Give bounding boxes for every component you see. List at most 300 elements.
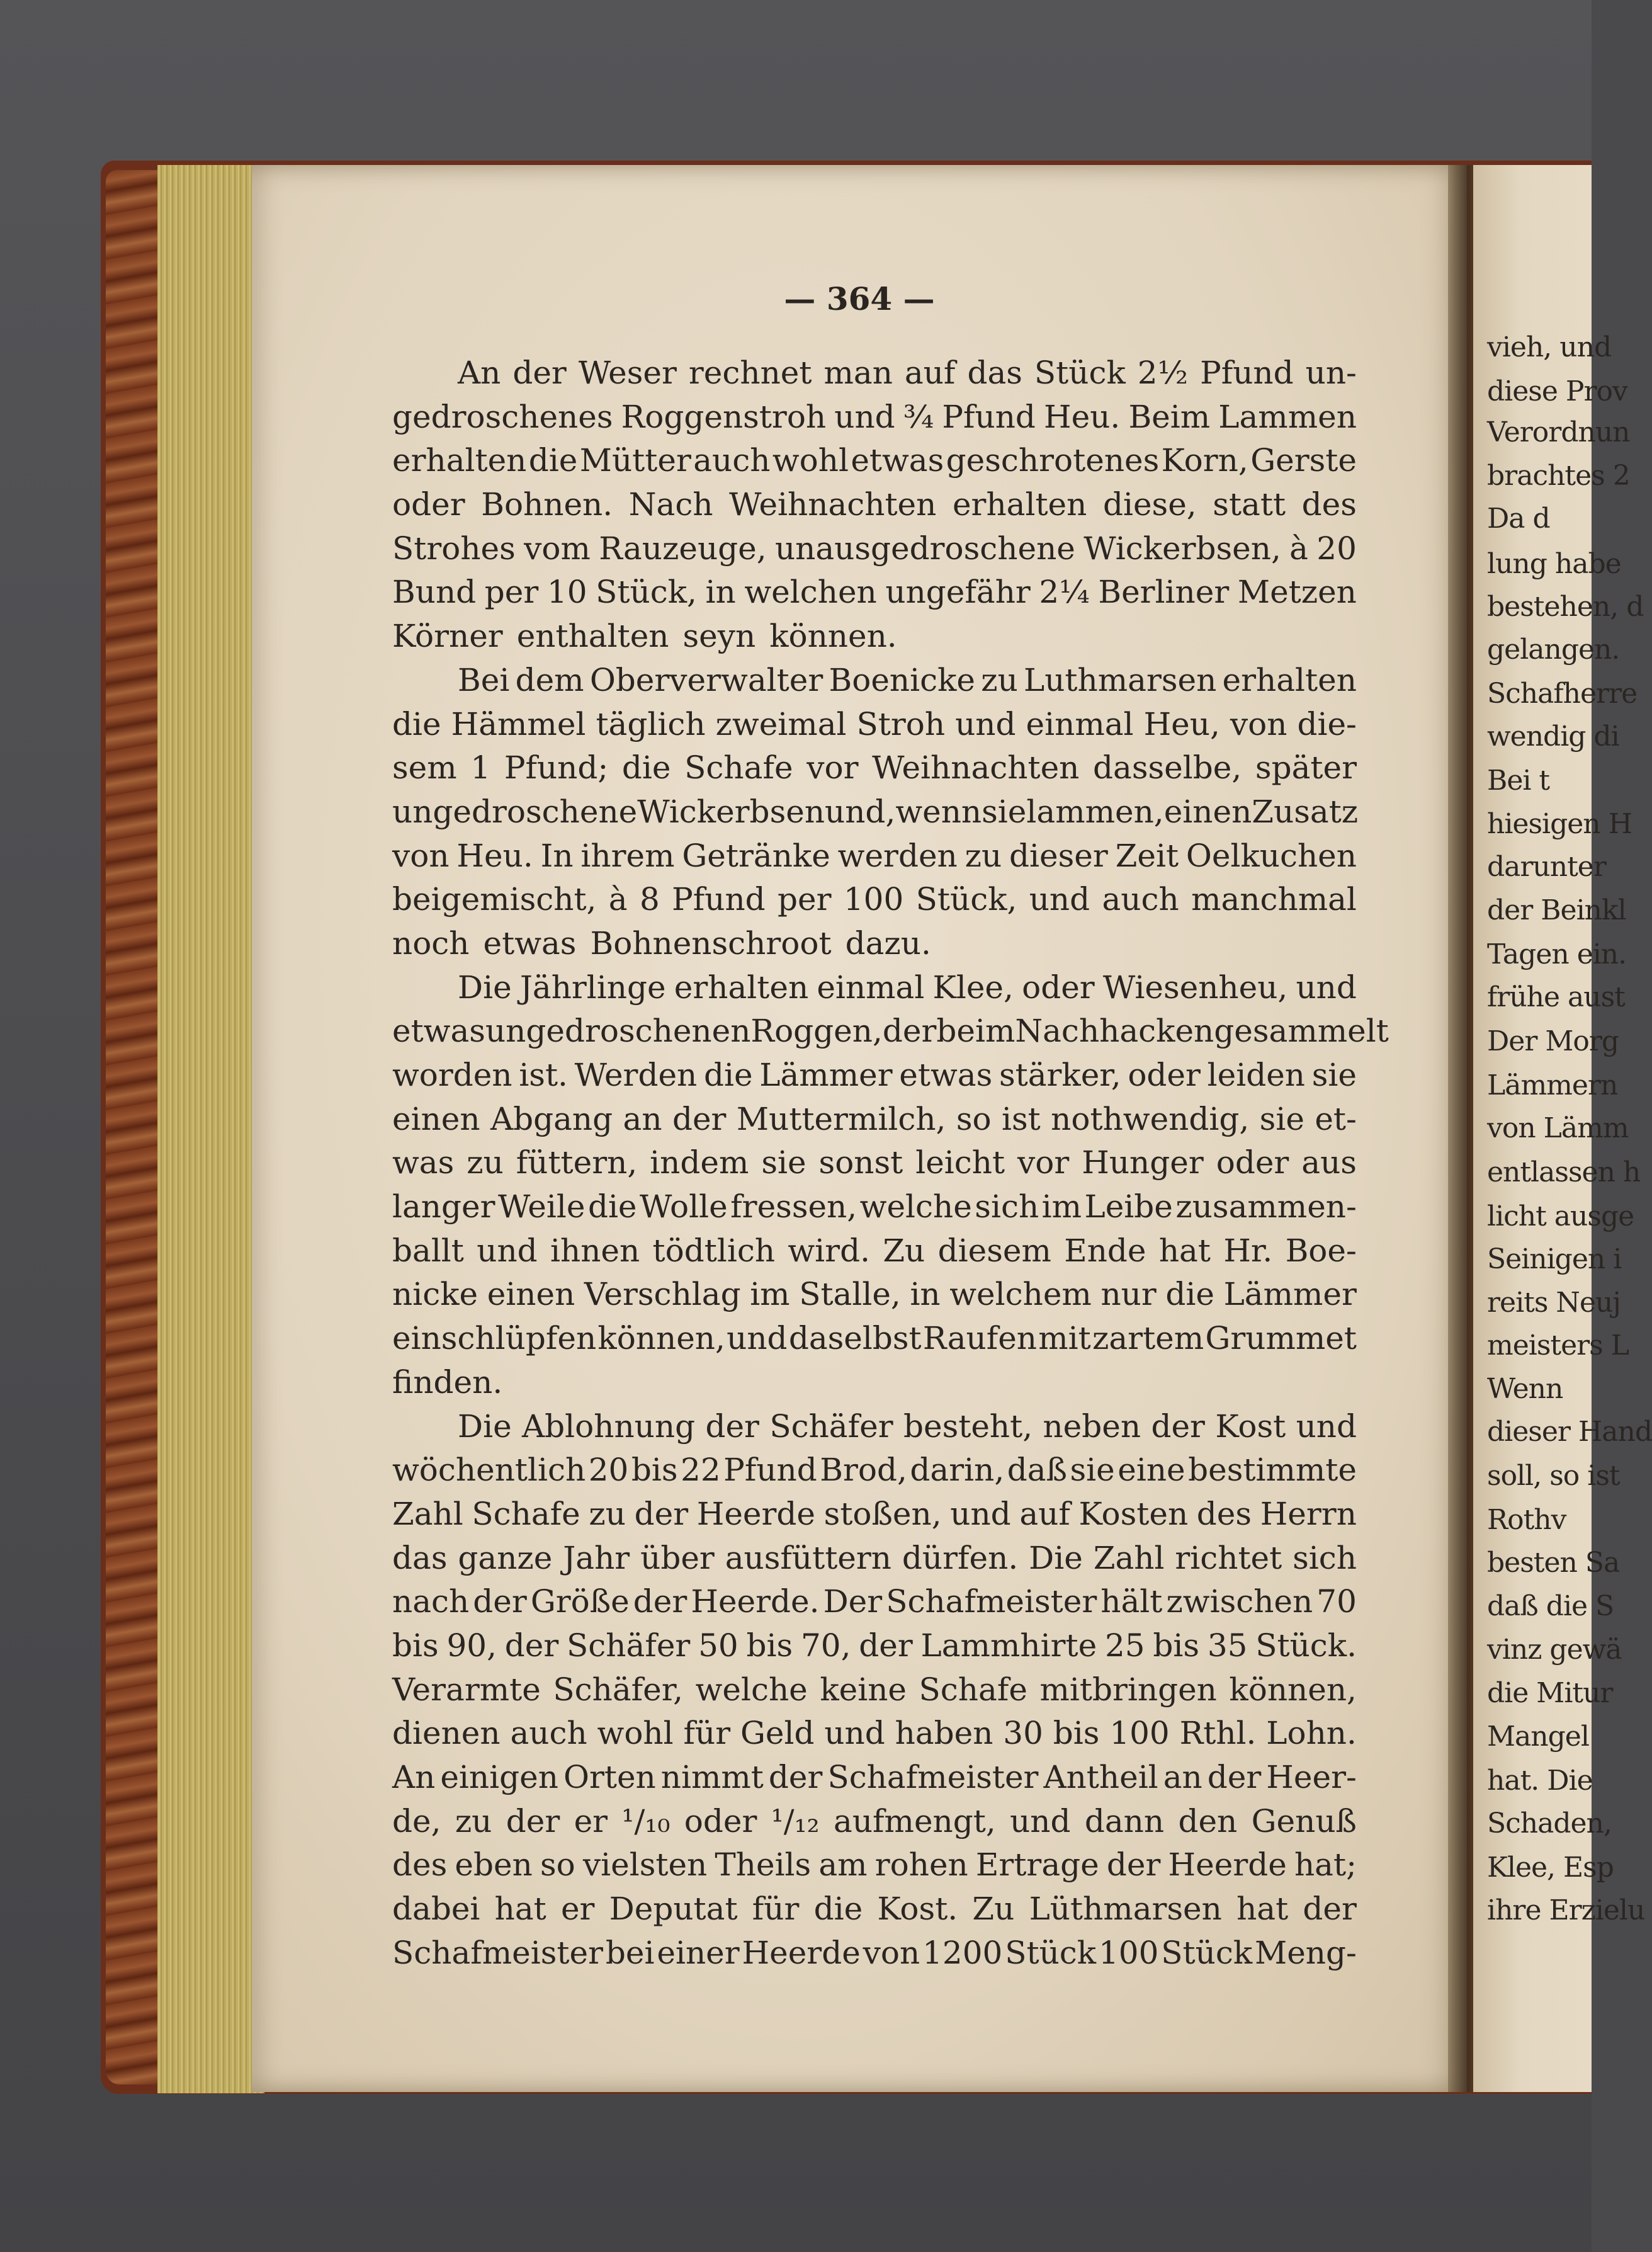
word: worden	[392, 1057, 512, 1093]
word: stoßen,	[823, 1495, 942, 1532]
word: etwas	[851, 442, 944, 479]
word: der	[1303, 1891, 1357, 1928]
word: des	[1301, 486, 1357, 523]
word: Lämmer	[759, 1057, 893, 1093]
word: Schäfer	[567, 1627, 691, 1664]
word: 50	[698, 1627, 738, 1664]
word: vielsten	[582, 1846, 708, 1884]
word: Nach	[628, 486, 713, 523]
word: nicke	[392, 1276, 478, 1313]
word: mit	[1038, 1320, 1091, 1357]
word: 22	[681, 1452, 721, 1489]
word: richtet	[1175, 1539, 1282, 1576]
word: Rauzeuge,	[599, 530, 767, 567]
word: An	[458, 355, 501, 391]
word: und	[1296, 1408, 1357, 1445]
word: zusammen-	[1175, 1188, 1357, 1226]
word: leicht	[915, 1144, 1005, 1181]
body-text	[392, 351, 1389, 1975]
word: indem	[650, 1144, 749, 1181]
word: können,	[597, 1320, 725, 1357]
right-page-line: Schaden,	[1487, 1807, 1612, 1840]
word: bei	[605, 1934, 655, 1971]
word: sem	[392, 749, 457, 787]
word: Zahl	[1093, 1539, 1165, 1576]
word: auch	[510, 1715, 587, 1752]
word: in	[705, 574, 736, 611]
word: etwas	[899, 1057, 993, 1093]
right-page-line: lung habe	[1487, 548, 1621, 580]
word: dabei	[392, 1891, 480, 1928]
word: einen	[392, 1100, 480, 1137]
word: auch	[693, 442, 771, 479]
word: geschrotenes	[946, 442, 1160, 479]
text-line	[392, 1273, 1357, 1317]
word: neben	[1043, 1408, 1141, 1445]
word: Werden	[574, 1057, 698, 1093]
word: 10	[546, 574, 587, 611]
text-line	[392, 1185, 1357, 1229]
right-page-line: hiesigen H	[1487, 808, 1632, 840]
word: zweimal	[715, 705, 847, 742]
right-page-line: darunter	[1487, 851, 1606, 883]
word: im	[750, 1276, 790, 1313]
marbled-cover-edge	[106, 170, 166, 2084]
word: dem	[515, 661, 584, 698]
word: die	[621, 749, 671, 787]
word: am	[818, 1846, 868, 1884]
word: sonst	[818, 1144, 903, 1181]
word: sie	[1259, 1100, 1304, 1137]
word: statt	[1213, 486, 1286, 523]
word: einmal	[1026, 705, 1134, 742]
word: an	[1163, 1759, 1202, 1795]
word: darin,	[910, 1452, 1005, 1489]
right-page-line: Klee, Esp	[1487, 1851, 1614, 1884]
word: Schafe	[472, 1495, 580, 1532]
right-page-line: diese Prov	[1487, 375, 1627, 407]
word: Verarmte	[392, 1671, 541, 1708]
word: bis	[1153, 1627, 1200, 1664]
word: In	[540, 837, 574, 874]
word: Lämmer	[1223, 1276, 1357, 1313]
word: diesem	[937, 1232, 1051, 1269]
word: leiden	[1207, 1057, 1305, 1093]
right-page-line: die Mitur	[1487, 1677, 1613, 1709]
word: der	[859, 1627, 913, 1664]
word: Meng-	[1255, 1934, 1357, 1971]
word: hält	[1100, 1583, 1163, 1620]
word: aufmengt,	[834, 1802, 996, 1840]
word: werden	[837, 837, 958, 874]
word: Luthmarsen	[1024, 661, 1217, 698]
right-page-line: dieser Hand	[1487, 1416, 1652, 1448]
word: sich	[1293, 1539, 1357, 1576]
word: 25	[1104, 1627, 1145, 1664]
word: enthalten	[516, 618, 669, 655]
word: oder	[1216, 1144, 1289, 1181]
right-page-line: Verordnun	[1487, 416, 1630, 448]
word: Antheil	[1043, 1759, 1158, 1795]
word: des	[392, 1846, 448, 1884]
word: füttern,	[516, 1144, 638, 1181]
word: auch	[1102, 881, 1179, 918]
word: Deputat	[609, 1891, 738, 1928]
word: was	[392, 1144, 455, 1181]
right-page-line: Tagen ein.	[1487, 938, 1627, 970]
word: zartem	[1092, 1320, 1204, 1357]
text-line	[392, 1361, 1357, 1405]
word: Zu	[972, 1891, 1015, 1928]
word: Bund	[392, 574, 477, 611]
word: oder	[1128, 1057, 1201, 1093]
word: Verschlag	[584, 1276, 741, 1313]
word: und	[477, 1232, 538, 1269]
word: und	[950, 1495, 1011, 1532]
word: daß	[1007, 1452, 1067, 1489]
word: dasselbe,	[1093, 749, 1242, 787]
word: mitbringen	[1039, 1671, 1217, 1708]
word: nimmt	[660, 1759, 764, 1795]
word: ihnen	[550, 1232, 640, 1269]
word: Boe-	[1285, 1232, 1357, 1269]
word: Herrn	[1260, 1495, 1357, 1532]
word: à	[1289, 530, 1308, 567]
word: welchen	[744, 574, 877, 611]
text-line	[392, 1580, 1357, 1624]
word: hat	[1236, 1891, 1289, 1928]
word: Heerde	[742, 1934, 861, 1971]
right-page-line: vinz gewä	[1487, 1634, 1622, 1666]
word: der	[1207, 1759, 1262, 1795]
word: bis	[746, 1627, 793, 1664]
word: Stück	[1034, 355, 1126, 391]
word: und	[1029, 881, 1090, 918]
word: 30	[1003, 1715, 1043, 1752]
word: bestimmte	[1188, 1452, 1357, 1489]
word: 70,	[800, 1627, 851, 1664]
text-line	[392, 966, 1357, 1010]
word: manchmal	[1191, 881, 1357, 918]
word: für	[752, 1891, 800, 1928]
right-page-line: von Lämm	[1487, 1112, 1629, 1144]
text-line	[392, 351, 1357, 395]
word: per	[484, 574, 539, 611]
word: Stück	[1161, 1934, 1253, 1971]
word: von	[1230, 705, 1287, 742]
text-line	[392, 1141, 1357, 1185]
word: per	[778, 881, 832, 918]
word: von	[392, 837, 450, 874]
word: oder	[684, 1802, 757, 1840]
word: beigemischt,	[392, 881, 597, 918]
word: lammen,	[1026, 793, 1164, 830]
text-line	[392, 746, 1357, 790]
word: Die	[458, 1408, 512, 1445]
word: ungedroschene	[392, 793, 638, 830]
word: einschlüpfen	[392, 1320, 597, 1357]
word: Weser	[578, 355, 677, 391]
word: Jahr	[563, 1539, 630, 1576]
word: dürfen.	[902, 1539, 1019, 1576]
text-line	[392, 571, 1357, 615]
word: Bei	[458, 661, 510, 698]
text-line	[392, 1931, 1357, 1976]
word: des	[1196, 1495, 1252, 1532]
word: der	[506, 1802, 560, 1840]
text-line	[392, 1054, 1357, 1098]
word: erhalten	[952, 486, 1087, 523]
word: erhalten	[392, 442, 527, 479]
word: Grummet	[1205, 1320, 1357, 1357]
text-line	[392, 922, 1357, 966]
word: Heer-	[1266, 1759, 1357, 1795]
word: ist.	[519, 1057, 568, 1093]
word: rechnet	[688, 355, 812, 391]
word: Leibe	[1084, 1188, 1173, 1226]
word: in	[910, 1276, 941, 1313]
word: ist	[1002, 1100, 1041, 1137]
word: die	[1165, 1276, 1214, 1313]
word: zu	[965, 837, 1002, 874]
word: diese,	[1102, 486, 1197, 523]
word: der	[633, 1583, 687, 1620]
word: erhalten	[1222, 661, 1357, 698]
word: Muttermilch,	[736, 1100, 946, 1137]
right-page-line: Wenn	[1487, 1373, 1563, 1405]
word: 100	[843, 881, 904, 918]
word: Zu	[883, 1232, 925, 1269]
word: Ablohnung	[522, 1408, 696, 1445]
word: Schafmeister	[886, 1583, 1097, 1620]
word: die	[392, 705, 441, 742]
word: Berliner	[1098, 574, 1230, 611]
word: 70	[1316, 1583, 1357, 1620]
word: Korn,	[1161, 442, 1248, 479]
right-page-line: besten Sa	[1487, 1547, 1620, 1579]
word: können,	[1229, 1671, 1357, 1708]
word: Größe	[530, 1583, 630, 1620]
word: eine	[1117, 1452, 1185, 1489]
word: Heerde.	[691, 1583, 820, 1620]
word: aus	[1301, 1144, 1357, 1181]
word: 20	[588, 1452, 629, 1489]
word: Wickerbsen,	[1083, 530, 1281, 567]
word: 2¼	[1039, 574, 1090, 611]
word: Hr.	[1223, 1232, 1273, 1269]
word: fressen,	[730, 1188, 857, 1226]
right-page-line: wendig di	[1487, 720, 1619, 753]
text-line	[392, 1537, 1357, 1581]
right-page-line: licht ausge	[1487, 1200, 1634, 1232]
word: der	[705, 1408, 759, 1445]
word: Pfund;	[504, 749, 609, 787]
word: auf	[904, 355, 956, 391]
right-page-line: reits Neuj	[1487, 1287, 1621, 1319]
word: und	[727, 1320, 788, 1357]
word: täglich	[596, 705, 706, 742]
word: sie	[982, 793, 1027, 830]
word: Körner	[392, 618, 503, 655]
text-line	[392, 395, 1357, 440]
word: Pfund	[723, 1452, 817, 1489]
word: sie	[1070, 1452, 1115, 1489]
word: Bohnenschroot	[590, 924, 832, 962]
word: vor	[806, 749, 859, 787]
word: und	[824, 1715, 885, 1752]
word: hat;	[1294, 1846, 1357, 1884]
word: hat	[494, 1891, 546, 1928]
text-line	[392, 615, 1357, 659]
word: Lammhirte	[920, 1627, 1097, 1664]
word: Oelkuchen	[1185, 837, 1357, 874]
word: Lüthmarsen	[1029, 1891, 1222, 1928]
word: die	[703, 1057, 753, 1093]
word: Metzen	[1237, 574, 1357, 611]
word: oder	[1022, 969, 1095, 1006]
word: Heerde	[1168, 1846, 1287, 1884]
word: Lammen	[1218, 398, 1357, 435]
text-line	[392, 1887, 1357, 1931]
text-line	[392, 1668, 1357, 1712]
word: Stück,	[915, 881, 1017, 918]
word: Genuß	[1251, 1802, 1357, 1840]
word: er	[560, 1891, 595, 1928]
word: Die	[458, 969, 512, 1006]
word: einigen	[440, 1759, 558, 1795]
word: Die	[1029, 1539, 1083, 1576]
word: Heu,	[1143, 705, 1220, 742]
word: Raufen	[922, 1320, 1038, 1357]
right-page-line: frühe aust	[1487, 981, 1625, 1013]
word: 35	[1207, 1627, 1248, 1664]
text-line	[392, 878, 1357, 922]
text-line	[392, 1712, 1357, 1756]
word: Heu.	[456, 837, 533, 874]
word: 20	[1316, 530, 1357, 567]
word: Rthl.	[1179, 1715, 1257, 1752]
word: Stalle,	[799, 1276, 901, 1313]
word: nur	[1100, 1276, 1157, 1313]
word: Oberverwalter	[589, 661, 823, 698]
text-line	[392, 1009, 1389, 1054]
word: zu	[467, 1144, 504, 1181]
word: wenn	[895, 793, 982, 830]
right-page-line: Schafherre	[1487, 678, 1638, 710]
word: Getränke	[682, 837, 830, 874]
right-page-line: vieh, und	[1487, 331, 1612, 363]
word: Stück	[1005, 1934, 1097, 1971]
word: Schäfer,	[553, 1671, 684, 1708]
word: Wolle	[640, 1188, 728, 1226]
text-line	[392, 1098, 1357, 1142]
word: rohen	[874, 1846, 968, 1884]
word: der	[1106, 1846, 1161, 1884]
word: dann	[1084, 1802, 1165, 1840]
word: Ende	[1064, 1232, 1146, 1269]
word: dienen	[392, 1715, 501, 1752]
word: einen	[1163, 793, 1252, 830]
word: der	[672, 1100, 727, 1137]
word: dieser	[1009, 837, 1108, 874]
word: et-	[1315, 1100, 1357, 1137]
word: Zusatz	[1252, 793, 1359, 830]
word: sie	[761, 1144, 806, 1181]
text-line	[392, 439, 1357, 483]
right-page-line: hat. Die	[1487, 1765, 1593, 1797]
word: das	[392, 1539, 448, 1576]
word: ¹/₁₀	[621, 1802, 670, 1840]
word: Schafe	[919, 1671, 1027, 1708]
word: nothwendig,	[1051, 1100, 1250, 1137]
word: oder	[392, 486, 465, 523]
word: welche	[859, 1188, 972, 1226]
right-page-line: Da d	[1487, 503, 1550, 535]
right-page-line: bestehen, d	[1487, 591, 1644, 623]
word: Zeit	[1115, 837, 1179, 874]
word: und	[1296, 969, 1357, 1006]
word: über	[640, 1539, 715, 1576]
word: Kost.	[877, 1891, 958, 1928]
text-line	[392, 1800, 1357, 1844]
word: ¹/₁₂	[771, 1802, 820, 1840]
word: Abgang	[490, 1100, 613, 1137]
word: 90,	[446, 1627, 497, 1664]
word: an	[623, 1100, 662, 1137]
word: Gerste	[1250, 442, 1357, 479]
word: hat	[1158, 1232, 1211, 1269]
word: im	[1041, 1188, 1082, 1226]
word: Geld	[740, 1715, 815, 1752]
word: einen	[487, 1276, 575, 1313]
word: unausgedroschene	[774, 530, 1075, 567]
word: ungefähr	[885, 574, 1031, 611]
word: 2½	[1137, 355, 1189, 391]
word: der	[512, 355, 567, 391]
word: ihrem	[580, 837, 675, 874]
word: vom	[524, 530, 591, 567]
word: den	[1178, 1802, 1238, 1840]
word: der	[634, 1495, 689, 1532]
word: einmal	[817, 969, 925, 1006]
word: etwas	[483, 924, 577, 962]
word: der	[768, 1759, 823, 1795]
word: stärker,	[999, 1057, 1121, 1093]
word: Roggenstroh	[621, 398, 827, 435]
word: Stück,	[596, 574, 697, 611]
word: Pfund	[672, 881, 766, 918]
word: ¾	[903, 398, 934, 435]
word: Schafmeister	[392, 1934, 604, 1971]
text-line	[392, 1448, 1357, 1493]
text-line	[392, 659, 1357, 703]
word: der	[473, 1583, 527, 1620]
word: Stück.	[1255, 1627, 1357, 1664]
word: später	[1255, 749, 1357, 787]
text-line	[392, 1756, 1357, 1800]
word: welche	[695, 1671, 808, 1708]
word: Klee,	[932, 969, 1014, 1006]
word: zu	[981, 661, 1018, 698]
word: Theils	[715, 1846, 812, 1884]
right-page-line: Der Morg	[1487, 1025, 1619, 1057]
word: Weihnachten	[729, 486, 937, 523]
word: können.	[769, 618, 897, 655]
right-page-line: Mangel	[1487, 1720, 1589, 1753]
word: 1200	[922, 1934, 1003, 1971]
word: besteht,	[903, 1408, 1033, 1445]
word: Wiesenheu,	[1102, 969, 1288, 1006]
